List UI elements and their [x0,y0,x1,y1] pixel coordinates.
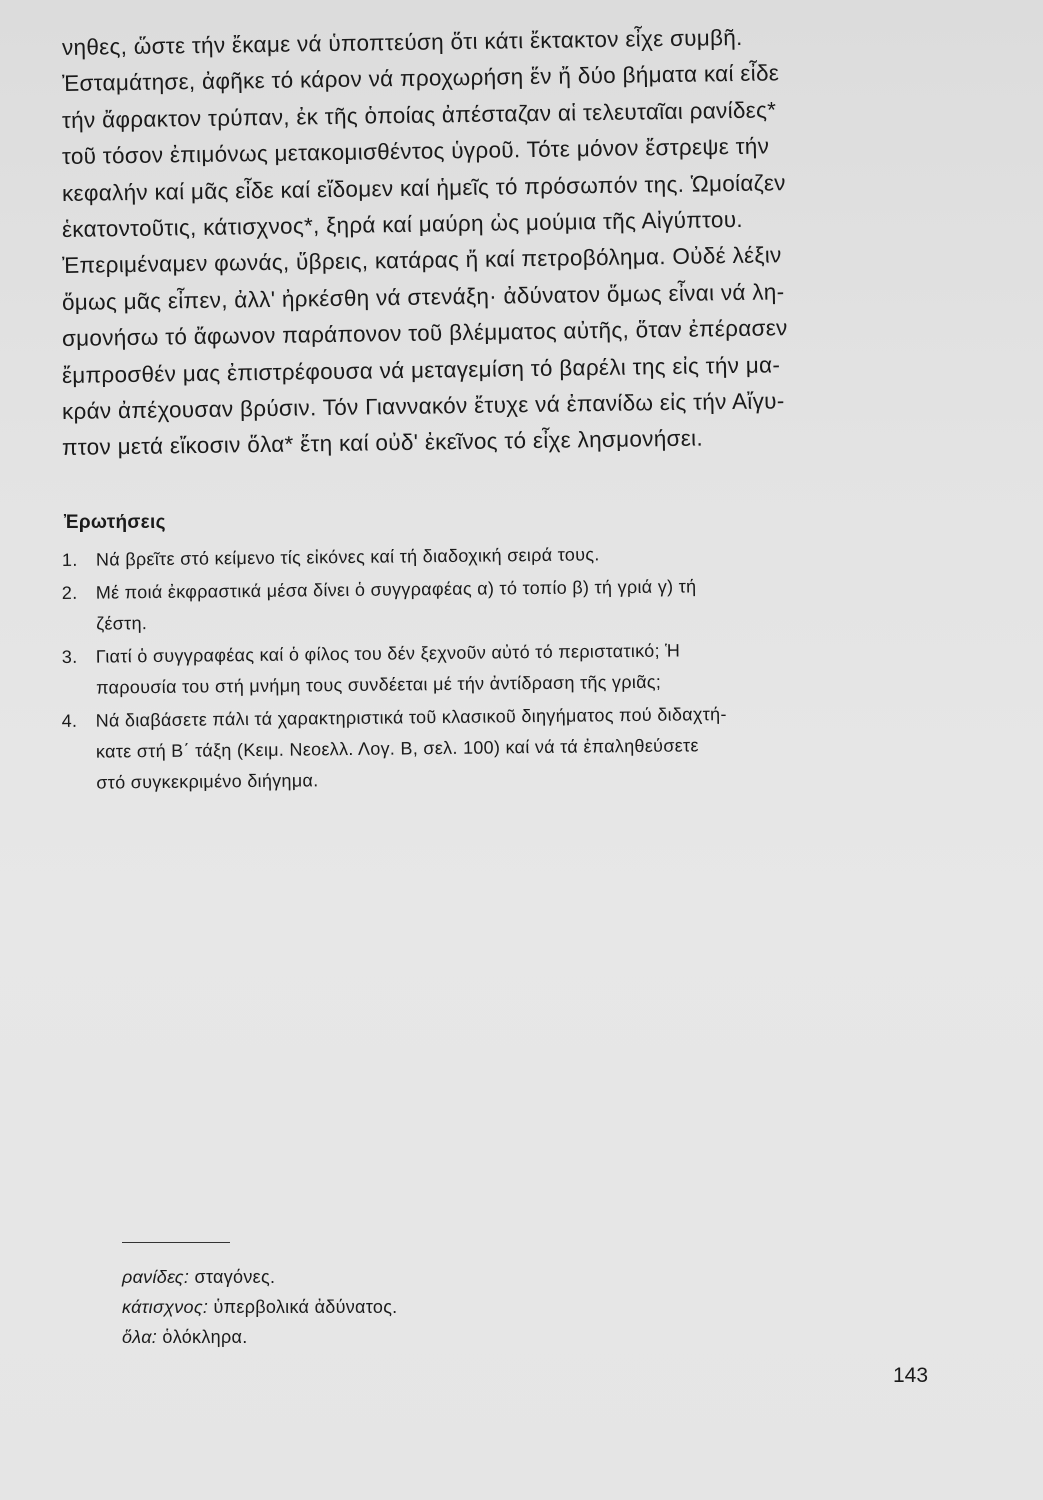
question-number: 4. [61,710,78,732]
question-text: παρουσία του στή μνήμη τους συνδέεται μέ τήν ἀντίδραση τῆς γριᾶς; [96,671,662,698]
question-text: Νά διαβάσετε πάλι τά χαρακτηριστικά τοῦ κλασικοῦ διηγήματος πού διδαχτή- [95,704,727,731]
passage-line: ὅμως μᾶς εἶπεν, ἀλλ' ἠρκέσθη νά στενάξη· ἀδύνατον ὅμως εἶναι νά λη- [61,279,785,315]
passage-line: ἔμπροσθέν μας ἐπιστρέφουσα νά μεταγεμίση τό βαρέλι της εἰς τήν μα- [61,352,781,388]
question-text: στό συγκεκριμένο διήγημα. [96,770,319,793]
footnote-term: ρανίδες: [122,1267,190,1287]
footnote [122,1322,398,1352]
page-number: 143 [893,1364,929,1387]
questions-list [62,545,932,801]
question-number: 3. [61,646,78,668]
question-number: 2. [61,582,78,604]
question-text: κατε στή Β΄ τάξη (Κειμ. Νεοελλ. Λογ. Β, σελ. 100) καί νά τά ἐπαληθεύσετε [95,735,699,762]
footnote-definition: σταγόνες. [189,1267,276,1287]
questions-heading: Ἐρωτήσεις [64,512,166,533]
passage-line: τοῦ τόσον ἐπιμόνως μετακομισθέντος ὑγροῦ. Τότε μόνον ἔστρεψε τήν [61,133,770,170]
footnotes [122,1262,398,1352]
question-text: Νά βρεῖτε στό κείμενο τίς εἰκόνες καί τή διαδοχική σειρά τους. [95,544,600,570]
story-passage [61,24,934,467]
question-text: Γιατί ὁ συγγραφέας καί ὁ φίλος του δέν ξεχνοῦν αὐτό τό περιστατικό; Ἡ [95,640,681,667]
passage-line: νηθες, ὥστε τήν ἔκαμε νά ὑποπτεύση ὅτι κάτι ἔκτακτον εἶχε συμβῆ. [61,24,743,60]
passage-line: τήν ἄφρακτον τρύπαν, ἐκ τῆς ὁποίας ἀπέσταζαν αἱ τελευταῖαι ρανίδες* [61,97,777,133]
question-item [62,633,933,704]
passage-line: κράν ἀπέχουσαν βρύσιν. Τόν Γιαννακόν ἔτυχε νά ἐπανίδω εἰς τήν Αἴγυ- [61,388,785,425]
passage-line: Ἐπεριμέναμεν φωνάς, ὕβρεις, κατάρας ἤ καί πετροβόλημα. Οὐδέ λέξιν [61,242,782,279]
question-text: Μέ ποιά ἐκφραστικά μέσα δίνει ὁ συγγραφέας α) τό τοπίο β) τή γριά γ) τή [95,576,697,603]
passage-line: ἑκατοντοῦτις, κάτισχνος*, ξηρά καί μαύρη ὡς μούμια τῆς Αἰγύπτου. [61,206,744,243]
passage-line: Ἐσταμάτησε, ἀφῆκε τό κάρον νά προχωρήση ἕν ἤ δύο βήματα καί εἶδε [61,60,780,97]
passage-line: σμονήσω τό ἄφωνον παράπονον τοῦ βλέμματος αὐτῆς, ὅταν ἐπέρασεν [61,315,788,352]
footnote-definition: ὑπερβολικά ἀδύνατος. [208,1297,398,1317]
footnote-definition: ὁλόκληρα. [157,1327,248,1347]
question-text: ζέστη. [96,613,148,634]
footnote [122,1292,398,1322]
footnote [122,1262,398,1292]
footnote-term: κάτισχνος: [122,1297,209,1317]
passage-line: κεφαλήν καί μᾶς εἶδε καί εἴδομεν καί ἡμεῖς τό πρόσωπόν της. Ὡμοίαζεν [61,169,786,206]
passage-line: πτον μετά εἴκοσιν ὅλα* ἔτη καί οὐδ' ἐκεῖνος τό εἶχε λησμονήσει. [61,425,704,461]
question-item [62,569,933,640]
question-item [62,697,933,799]
footnote-divider [122,1242,230,1243]
question-number: 1. [61,549,78,570]
footnote-term: ὅλα: [122,1327,158,1347]
